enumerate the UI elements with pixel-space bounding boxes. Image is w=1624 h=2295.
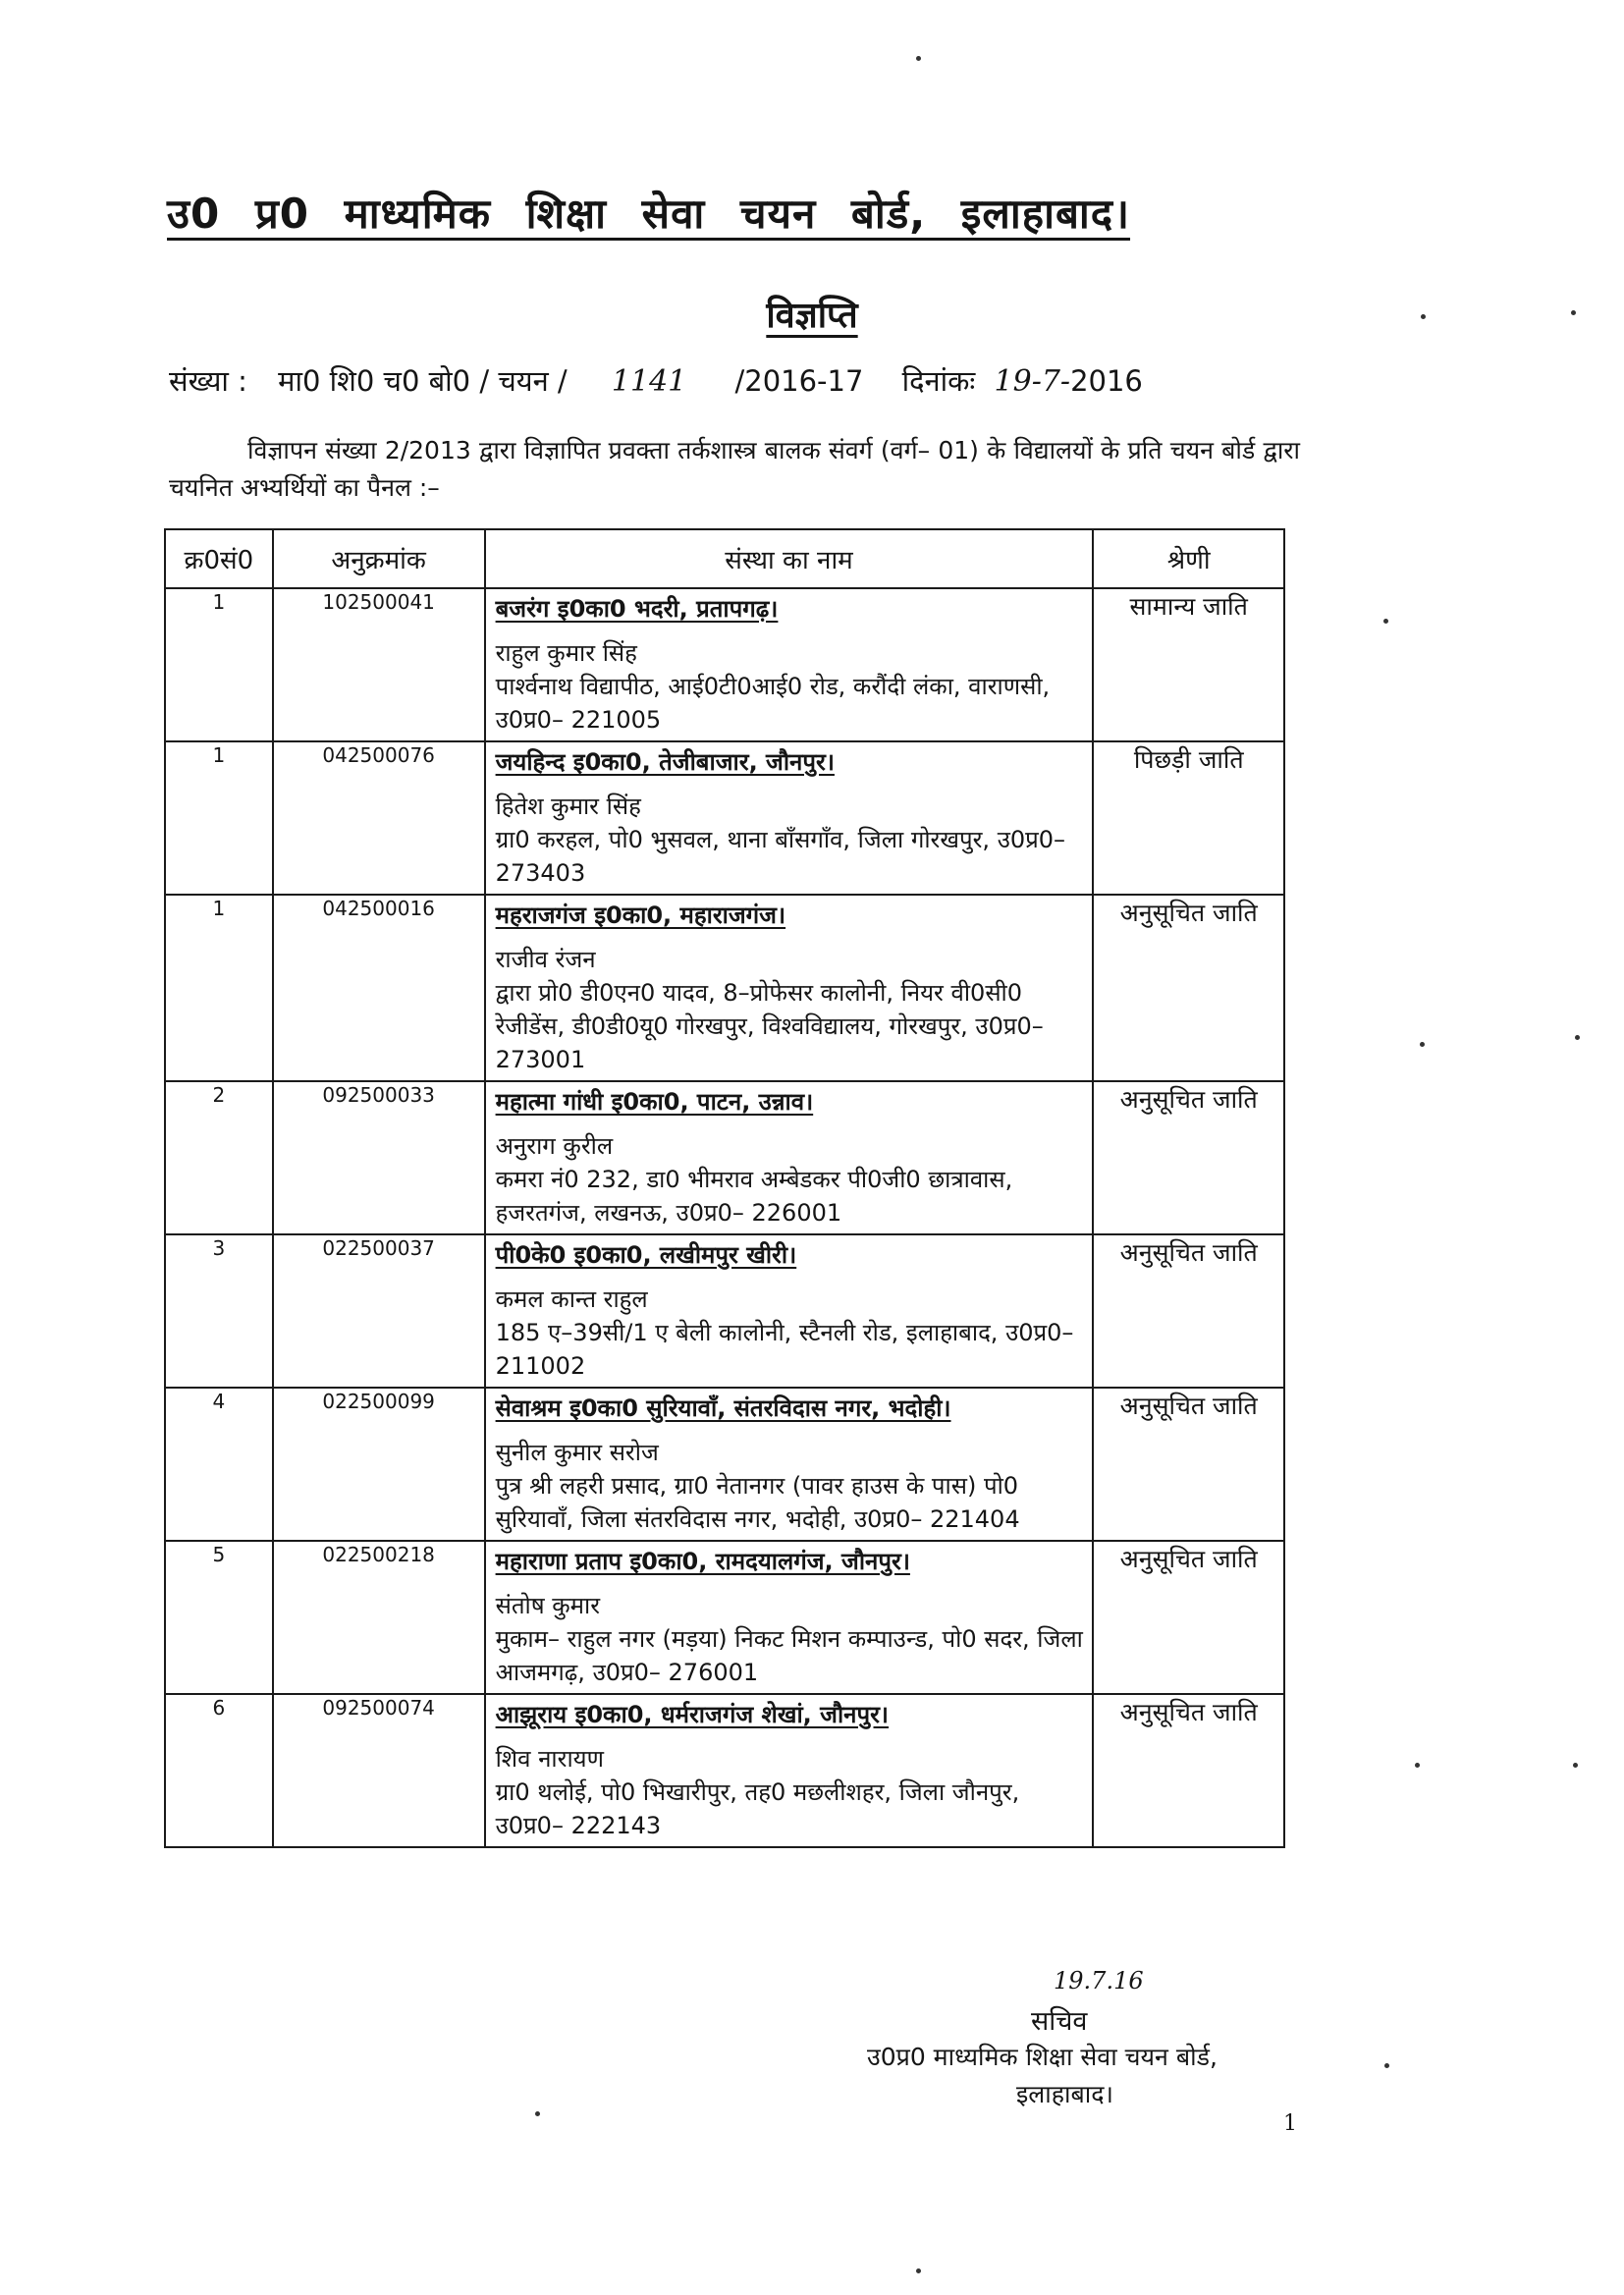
row-sno: 1 [165,741,273,895]
row-institution-cell [485,741,1094,895]
candidate-name: राजीव रंजन [495,946,596,973]
scan-speck [1421,314,1426,319]
row-sno: 1 [165,895,273,1081]
page-number: 1 [1283,2111,1297,2136]
row-roll-number: 022500037 [273,1234,485,1388]
row-category: पिछड़ी जाति [1093,741,1284,895]
intro-paragraph: विज्ञापन संख्या 2/2013 द्वारा विज्ञापित प्रवक्ता तर्कशास्त्र बालक संवर्ग (वर्ग– 01) के विद्यालयों के प्रति चयन बोर्ड द्वारा चयनित अभ्यर्थियों का पैनल :– [169,436,1300,502]
row-category: अनुसूचित जाति [1093,895,1284,1081]
candidate-address: ग्रा0 करहल, पो0 भुसवल, थाना बाँसगाँव, जिला गोरखपुर, उ0प्र0– 273403 [495,826,1066,887]
board-title: उ0 प्र0 माध्यमिक शिक्षा सेवा चयन बोर्ड, इलाहाबाद। [167,190,1131,238]
scan-speck [535,2111,540,2116]
row-institution-cell [485,1388,1094,1541]
row-institution-cell [485,895,1094,1081]
school-name: महाराणा प्रताप इ0का0, रामदयालगंज, जौनपुर। [495,1548,910,1575]
school-name: पी0के0 इ0का0, लखीमपुर खीरी। [495,1241,797,1269]
row-institution-cell [485,588,1094,741]
table-row [165,1694,1284,1847]
row-sno: 6 [165,1694,273,1847]
row-roll-number: 042500016 [273,895,485,1081]
candidate-name: हितेश कुमार सिंह [495,792,641,820]
signatory-organization: उ0प्र0 माध्यमिक शिक्षा सेवा चयन बोर्ड, [867,2043,1218,2071]
school-name: बजरंग इ0का0 भदरी, प्रतापगढ़। [495,595,779,623]
ref-year: /2016-17 [734,364,864,398]
row-category: अनुसूचित जाति [1093,1388,1284,1541]
row-sno: 5 [165,1541,273,1694]
table-row [165,1388,1284,1541]
table-row [165,1234,1284,1388]
candidate-name: शिव नारायण [495,1745,604,1773]
table-row [165,741,1284,895]
scan-speck [1575,1035,1580,1040]
date-year: 2016 [1070,364,1143,398]
table-header-row [165,529,1284,588]
candidate-address: मुकाम– राहुल नगर (मड़या) निकट मिशन कम्पाउन्ड, पो0 सदर, जिला आजमगढ़, उ0प्र0– 276001 [495,1625,1083,1686]
candidate-address: 185 ए–39सी/1 ए बेली कालोनी, स्टैनली रोड, इलाहाबाद, उ0प्र0– 211002 [495,1319,1074,1380]
row-roll-number: 022500218 [273,1541,485,1694]
scan-speck [1571,310,1576,315]
candidate-name: कमल कान्त राहुल [495,1285,648,1313]
candidate-name: राहुल कुमार सिंह [495,639,637,667]
table-row [165,588,1284,741]
candidate-name: सुनील कुमार सरोज [495,1439,659,1466]
candidate-address: ग्रा0 थलोई, पो0 भिखारीपुर, तह0 मछलीशहर, जिला जौनपुर, उ0प्र0– 222143 [495,1778,1020,1839]
scan-speck [1573,1763,1578,1768]
date-handwritten: 19-7- [994,364,1071,399]
col-header-roll: अनुक्रमांक [273,529,485,588]
row-sno: 1 [165,588,273,741]
row-sno: 3 [165,1234,273,1388]
row-sno: 2 [165,1081,273,1234]
school-name: महात्मा गांधी इ0का0, पाटन, उन्नाव। [495,1088,814,1116]
date-label: दिनांकः [901,364,976,398]
school-name: महराजगंज इ0का0, महाराजगंज। [495,902,786,929]
school-name: जयहिन्द इ0का0, तेजीबाजार, जौनपुर। [495,748,835,776]
ref-number: 1141 [611,364,687,399]
candidate-name: संतोष कुमार [495,1592,601,1619]
col-header-sno: क्र0सं0 [165,529,273,588]
candidate-address: द्वारा प्रो0 डी0एन0 यादव, 8–प्रोफेसर कालोनी, नियर वी0सी0 रेजीडेंस, डी0डी0यू0 गोरखपुर, विश्वविद्यालय, गोरखपुर, उ0प्र0– 273001 [495,979,1044,1073]
table-row [165,1081,1284,1234]
ref-label: संख्या : [169,364,247,398]
row-category: अनुसूचित जाति [1093,1694,1284,1847]
scan-speck [1420,1042,1425,1047]
row-institution-cell [485,1541,1094,1694]
school-name: आझूराय इ0का0, धर्मराजगंज शेखां, जौनपुर। [495,1701,890,1728]
candidate-address: पार्श्वनाथ विद्यापीठ, आई0टी0आई0 रोड, करौंदी लंका, वाराणसी, उ0प्र0– 221005 [495,673,1051,734]
scan-speck [1384,2063,1389,2068]
scan-speck [916,56,921,61]
row-roll-number: 042500076 [273,741,485,895]
signature-mark: 19.7.16 [1054,1967,1144,1994]
row-roll-number: 092500074 [273,1694,485,1847]
candidate-address: पुत्र श्री लहरी प्रसाद, ग्रा0 नेतानगर (पावर हाउस के पास) पो0 सुरियावाँ, जिला संतरविदास नगर, भदोही, उ0प्र0– 221404 [495,1472,1020,1533]
candidate-name: अनुराग कुरील [495,1132,614,1160]
table-row [165,1541,1284,1694]
reference-line [169,361,1143,400]
scan-speck [1383,619,1388,624]
row-institution-cell [485,1234,1094,1388]
scan-speck [1415,1763,1420,1768]
row-category: सामान्य जाति [1093,588,1284,741]
signatory-title: सचिव [1031,2006,1088,2037]
row-roll-number: 092500033 [273,1081,485,1234]
notice-heading: विज्ञप्ति [766,296,858,336]
row-roll-number: 102500041 [273,588,485,741]
row-category: अनुसूचित जाति [1093,1081,1284,1234]
col-header-category: श्रेणी [1093,529,1284,588]
table-row [165,895,1284,1081]
row-category: अनुसूचित जाति [1093,1541,1284,1694]
row-category: अनुसूचित जाति [1093,1234,1284,1388]
selection-table [164,528,1285,1848]
row-institution-cell [485,1081,1094,1234]
row-institution-cell [485,1694,1094,1847]
scan-speck [916,2268,921,2273]
candidate-address: कमरा नं0 232, डा0 भीमराव अम्बेडकर पी0जी0 छात्रावास, हजरतगंज, लखनऊ, उ0प्र0– 226001 [495,1166,1013,1227]
row-roll-number: 022500099 [273,1388,485,1541]
ref-prefix: मा0 शि0 च0 बो0 / चयन / [278,364,568,398]
col-header-institution: संस्था का नाम [485,529,1094,588]
signatory-city: इलाहाबाद। [1016,2080,1113,2108]
school-name: सेवाश्रम इ0का0 सुरियावाँ, संतरविदास नगर, भदोही। [495,1394,951,1422]
row-sno: 4 [165,1388,273,1541]
